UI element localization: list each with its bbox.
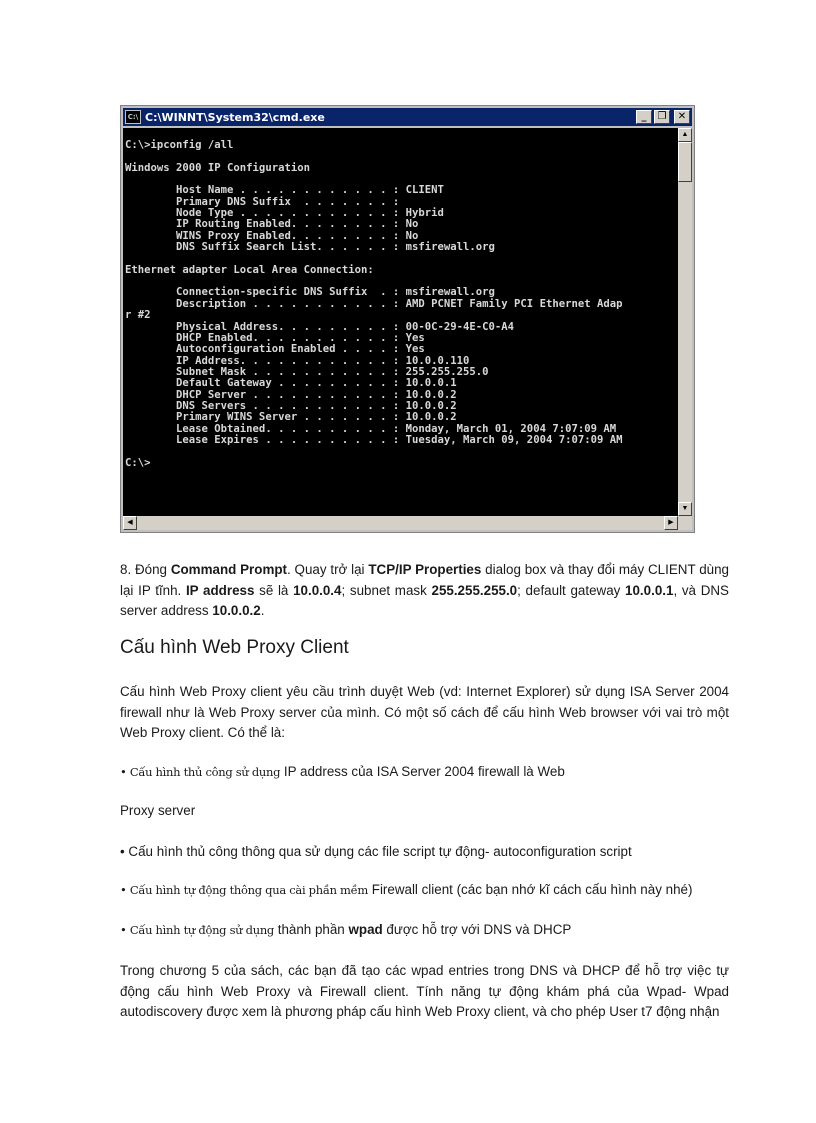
- console-line: Default Gateway . . . . . . . . . : 10.0.0.1: [125, 377, 457, 390]
- console-line: DHCP Server . . . . . . . . . . . : 10.0.0.2: [125, 388, 457, 401]
- console-line: C:\>ipconfig /all: [125, 139, 234, 151]
- vertical-scrollbar[interactable]: [678, 128, 692, 516]
- scroll-left-icon[interactable]: ◀: [123, 516, 137, 530]
- console-line: DNS Servers . . . . . . . . . . . : 10.0.0.2: [125, 399, 457, 412]
- bullet-item-1-continued: Proxy server: [120, 803, 196, 818]
- window-titlebar[interactable]: [123, 108, 692, 126]
- closing-paragraph: Trong chương 5 của sách, các bạn đã tạo các wpad entries trong DNS và DHCP để hỗ trợ việc tự động cấu hình Web Proxy và Firewall client. Tính năng tự động khám phá của Wpad- Wpad autodiscovery được xem là phương pháp cấu hình Web Proxy client, và cho phép User t7 động nhận: [120, 963, 729, 1019]
- step-8-paragraph: [120, 560, 729, 622]
- console-line: [125, 446, 678, 457]
- scroll-down-icon[interactable]: ▼: [678, 502, 692, 516]
- text: sẽ là: [254, 582, 294, 598]
- console-line: Subnet Mask . . . . . . . . . . . : 255.255.255.0: [125, 365, 489, 378]
- bullet-text: Firewall client (các bạn nhớ kĩ cách cấu hình này nhé): [368, 882, 693, 897]
- bold-text: 10.0.0.2: [212, 603, 261, 618]
- console-line: Lease Expires . . . . . . . . . . : Tuesday, March 09, 2004 7:07:09 AM: [125, 433, 623, 446]
- bold-text: IP address: [185, 582, 255, 598]
- bold-text: 10.0.0.1: [625, 582, 674, 598]
- console-line: C:\>: [125, 456, 151, 469]
- console-line: Primary DNS Suffix . . . . . . . :: [125, 195, 400, 208]
- console-line: Node Type . . . . . . . . . . . . : Hybrid: [125, 207, 444, 220]
- console-line: [125, 151, 678, 162]
- bullet-text: • Cấu hình thủ công sử dụng: [120, 765, 281, 779]
- console-line: r #2: [125, 309, 151, 322]
- scroll-up-icon[interactable]: ▲: [678, 128, 692, 142]
- bold-text: TCP/IP Properties: [368, 562, 482, 577]
- console-line: Ethernet adapter Local Area Connection:: [125, 263, 374, 276]
- console-line: DNS Suffix Search List. . . . . . : msfirewall.org: [125, 241, 495, 254]
- cmd-icon: C:\: [125, 110, 141, 124]
- bold-text: Command Prompt: [170, 562, 287, 577]
- console-line: Autoconfiguration Enabled . . . . : Yes: [125, 343, 425, 356]
- bullet-item-3: [120, 880, 692, 900]
- scroll-corner: [678, 516, 692, 530]
- console-line: Windows 2000 IP Configuration: [125, 161, 310, 174]
- text: 8. Đóng: [120, 562, 171, 577]
- bold-text: 255.255.255.0: [431, 582, 518, 598]
- text: dialog box và thay đổi máy CLIENT dùng lại IP tĩnh.: [120, 562, 729, 598]
- text: ; subnet mask: [341, 582, 432, 598]
- close-button[interactable]: ✕: [674, 110, 690, 124]
- bullet-item-4: [120, 920, 571, 940]
- console-line: Lease Obtained. . . . . . . . . . : Monday, March 01, 2004 7:07:09 AM: [125, 422, 617, 435]
- console-output[interactable]: [123, 128, 678, 516]
- window-title: C:\WINNT\System32\cmd.exe: [145, 110, 325, 124]
- console-line: Host Name . . . . . . . . . . . . : CLIENT: [125, 184, 444, 197]
- horizontal-scrollbar[interactable]: [123, 516, 678, 530]
- console-line: DHCP Enabled. . . . . . . . . . . : Yes: [125, 331, 425, 344]
- console-line: WINS Proxy Enabled. . . . . . . . : No: [125, 229, 419, 242]
- bold-text: wpad: [348, 922, 383, 937]
- scroll-right-icon[interactable]: ▶: [664, 516, 678, 530]
- intro-paragraph: Cấu hình Web Proxy client yêu cầu trình duyệt Web (vd: Internet Explorer) sử dụng ISA Server 2004 firewall như là Web Proxy server của mình. Có một số cách để cấu hình Web browser với vai trò một Web Proxy client. Có thể là:: [120, 684, 729, 740]
- console-line: Description . . . . . . . . . . . : AMD PCNET Family PCI Ethernet Adap: [125, 297, 623, 310]
- bullet-text: IP address của ISA Server 2004 firewall là Web: [280, 764, 565, 779]
- console-line: IP Routing Enabled. . . . . . . . : No: [125, 218, 419, 231]
- console-line: Connection-specific DNS Suffix . : msfirewall.org: [125, 286, 495, 299]
- bullet-text: • Cấu hình tự động thông qua cài phần mềm: [120, 883, 369, 897]
- console-line: Physical Address. . . . . . . . . : 00-0C-29-4E-C0-A4: [125, 320, 515, 333]
- minimize-button[interactable]: _: [636, 110, 652, 124]
- bullet-text: thành phần: [274, 922, 349, 937]
- text: , và DNS server address: [120, 582, 729, 618]
- bullet-text: được hỗ trợ với DNS và DHCP: [382, 922, 572, 937]
- console-line: IP Address. . . . . . . . . . . . : 10.0.0.110: [125, 354, 470, 367]
- bullet-item-2: • Cấu hình thủ công thông qua sử dụng các file script tự động- autoconfiguration script: [120, 844, 632, 859]
- bullet-item-1: [120, 762, 565, 782]
- console-line: Primary WINS Server . . . . . . . : 10.0.0.2: [125, 411, 457, 424]
- text: ; default gateway: [517, 582, 626, 598]
- bullet-text: • Cấu hình tự động sử dụng: [120, 923, 274, 937]
- section-heading: Cấu hình Web Proxy Client: [120, 637, 349, 658]
- cmd-window: [120, 105, 695, 533]
- scroll-thumb[interactable]: [678, 142, 692, 182]
- text: . Quay trở lại: [286, 562, 369, 577]
- bold-text: 10.0.0.4: [293, 582, 342, 598]
- restore-button[interactable]: ❐: [654, 110, 670, 124]
- text: .: [260, 603, 265, 618]
